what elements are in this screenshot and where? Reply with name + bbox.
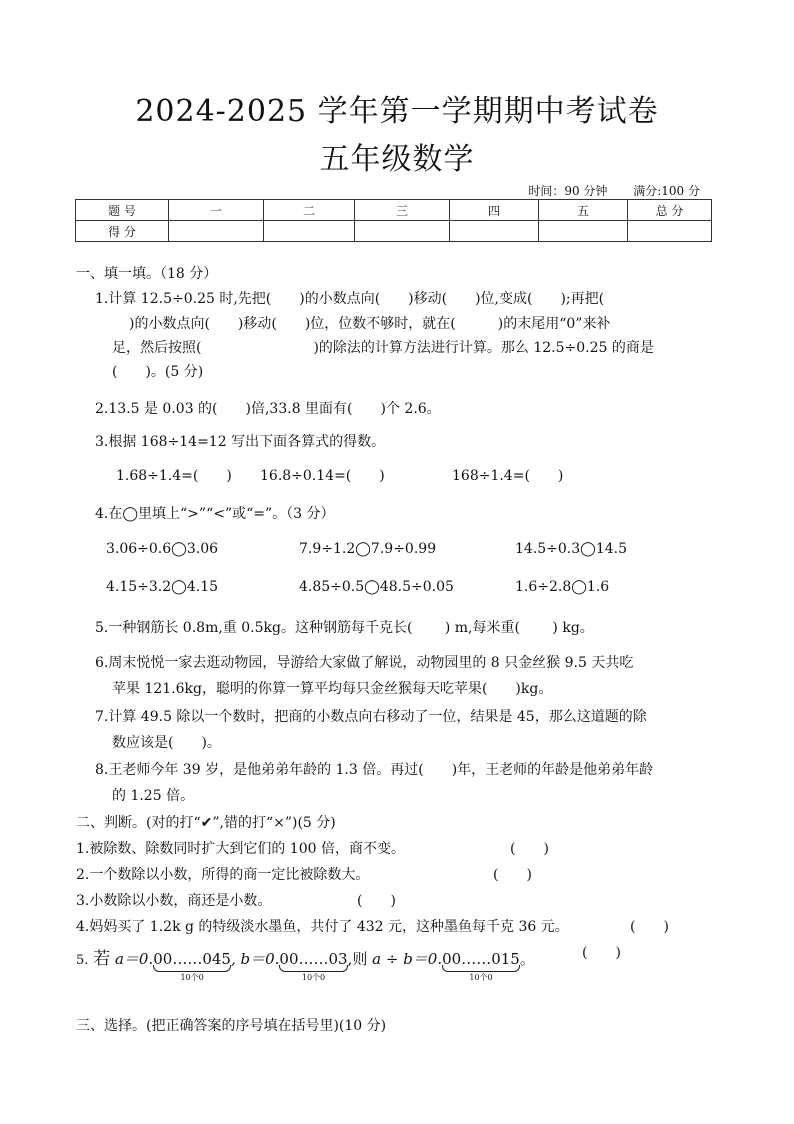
score-input-cell[interactable] [169, 221, 264, 242]
judge-3-answer[interactable]: ( ) [357, 893, 396, 909]
judge-4: 4.妈妈买了 1.2k g 的特级淡水墨鱼，共付了 432 元，这种墨鱼每千克 36 元。 [76, 919, 569, 935]
judge-3: 3.小数除以小数，商还是小数。 [76, 893, 272, 909]
q3-b: 16.8÷0.14=( ) [260, 468, 385, 484]
score-cell: 三 [355, 200, 450, 221]
q4-item: 3.06÷0.6◯3.06 [106, 541, 219, 557]
expr-ab: a ÷ b＝0. [372, 950, 443, 968]
q6-line1: 6.周末悦悦一家去逛动物园，导游给大家做了解说，动物园里的 8 只金丝猴 9.5 天共吃 [95, 655, 634, 671]
exam-meta [506, 182, 700, 199]
page-subtitle: 五年级数学 [319, 142, 475, 177]
q3-c: 168÷1.4=( ) [452, 468, 564, 484]
expr-a: a＝0. [114, 950, 154, 968]
judge-1: 1.被除数、除数同时扩大到它们的 100 倍，商不变。 [76, 841, 405, 857]
q3-text: 3.根据 168÷14=12 写出下面各算式的得数。 [95, 434, 386, 450]
score-cell: 得 分 [76, 221, 169, 242]
score-input-cell[interactable] [355, 221, 450, 242]
q4-item: 14.5÷0.3◯14.5 [515, 541, 628, 557]
expr-end: 。 [519, 950, 535, 968]
judge-2: 2.一个数除以小数，所得的商一定比被除数大。 [76, 867, 370, 883]
score-table [75, 199, 712, 242]
q8-line2: 的 1.25 倍。 [112, 788, 195, 804]
underbrace [442, 965, 520, 972]
q1-line1: 1.计算 12.5÷0.25 时,先把( )的小数点向( )移动( )位,变成( );再把( [95, 291, 605, 307]
q8-line1: 8.王老师今年 39 岁，是他弟弟年龄的 1.3 倍。再过( )年，王老师的年龄是他弟弟年龄 [95, 762, 654, 778]
score-input-cell[interactable] [450, 221, 539, 242]
judge-5-number: 5. [76, 953, 89, 968]
q2: 2.13.5 是 0.03 的( )倍,33.8 里面有( )个 2.6。 [95, 401, 441, 417]
judge-4-answer[interactable]: ( ) [630, 919, 669, 935]
q4-item: 7.9÷1.2◯7.9÷0.99 [299, 541, 437, 557]
expr-then: ,则 [347, 950, 368, 968]
zeros-b: 00……03 10个0 [279, 950, 348, 982]
q4-item: 4.15÷3.2◯4.15 [106, 579, 219, 595]
score-input-cell[interactable] [628, 221, 712, 242]
underbrace [279, 965, 347, 972]
q1-line4: ( )。(5 分) [112, 364, 204, 380]
score-table-header-row [76, 200, 712, 221]
page-title: 2024-2025 学年第一学期期中考试卷 [135, 94, 659, 129]
expr-b: , b＝0. [230, 950, 280, 968]
score-cell: 二 [264, 200, 355, 221]
judge-2-answer[interactable]: ( ) [493, 867, 532, 883]
score-cell: 总 分 [628, 200, 712, 221]
q1-line3: 足，然后按照( )的除法的计算方法进行计算。那么 12.5÷0.25 的商是 [112, 340, 654, 356]
section3-heading: 三、选择。(把正确答案的序号填在括号里)(10 分) [76, 1018, 387, 1034]
exam-full-score: 满分:100 分 [633, 184, 700, 198]
q4-item: 4.85÷0.5◯48.5÷0.05 [299, 579, 454, 595]
section2-heading: 二、判断。(对的打“✔”,错的打“×”)(5 分) [76, 815, 336, 831]
judge-5-ruo: 若 [93, 949, 111, 969]
score-cell: 五 [539, 200, 628, 221]
judge-5-answer[interactable]: ( ) [582, 945, 621, 961]
q5: 5.一种钢筋长 0.8m,重 0.5kg。这种钢筋每千克长( ) m,每米重( ) kg。 [95, 620, 594, 636]
judge-5 [76, 944, 535, 982]
section1-heading: 一、填一填。（18 分） [76, 266, 218, 282]
zeros-ab: 00……015 10个0 [442, 950, 520, 982]
q6-line2: 苹果 121.6kg，聪明的你算一算平均每只金丝猴每天吃苹果( )kg。 [112, 681, 553, 697]
score-cell: 一 [169, 200, 264, 221]
brace-label: 10个0 [301, 973, 326, 982]
score-cell: 题 号 [76, 200, 169, 221]
q4-text: 4.在◯里填上“>”“<”或“=”。（3 分） [95, 506, 335, 522]
score-input-cell[interactable] [264, 221, 355, 242]
q1-line2: )的小数点向( )移动( )位，位数不够时，就在( )的末尾用“0”来补 [129, 316, 611, 332]
score-input-cell[interactable] [539, 221, 628, 242]
q7-line1: 7.计算 49.5 除以一个数时，把商的小数点向右移动了一位，结果是 45，那么这道题的除 [95, 709, 647, 725]
brace-label: 10个0 [469, 973, 493, 982]
q3-a: 1.68÷1.4=( ) [116, 468, 232, 484]
underbrace [153, 965, 231, 972]
exam-time: 时间：90 分钟 [528, 184, 608, 198]
score-table-score-row [76, 221, 712, 242]
q7-line2: 数应该是( )。 [112, 735, 221, 751]
brace-label: 10个0 [180, 973, 204, 982]
zeros-a: 00……045 10个0 [153, 950, 231, 982]
score-cell: 四 [450, 200, 539, 221]
judge-1-answer[interactable]: ( ) [510, 841, 549, 857]
q4-item: 1.6÷2.8◯1.6 [515, 579, 610, 595]
